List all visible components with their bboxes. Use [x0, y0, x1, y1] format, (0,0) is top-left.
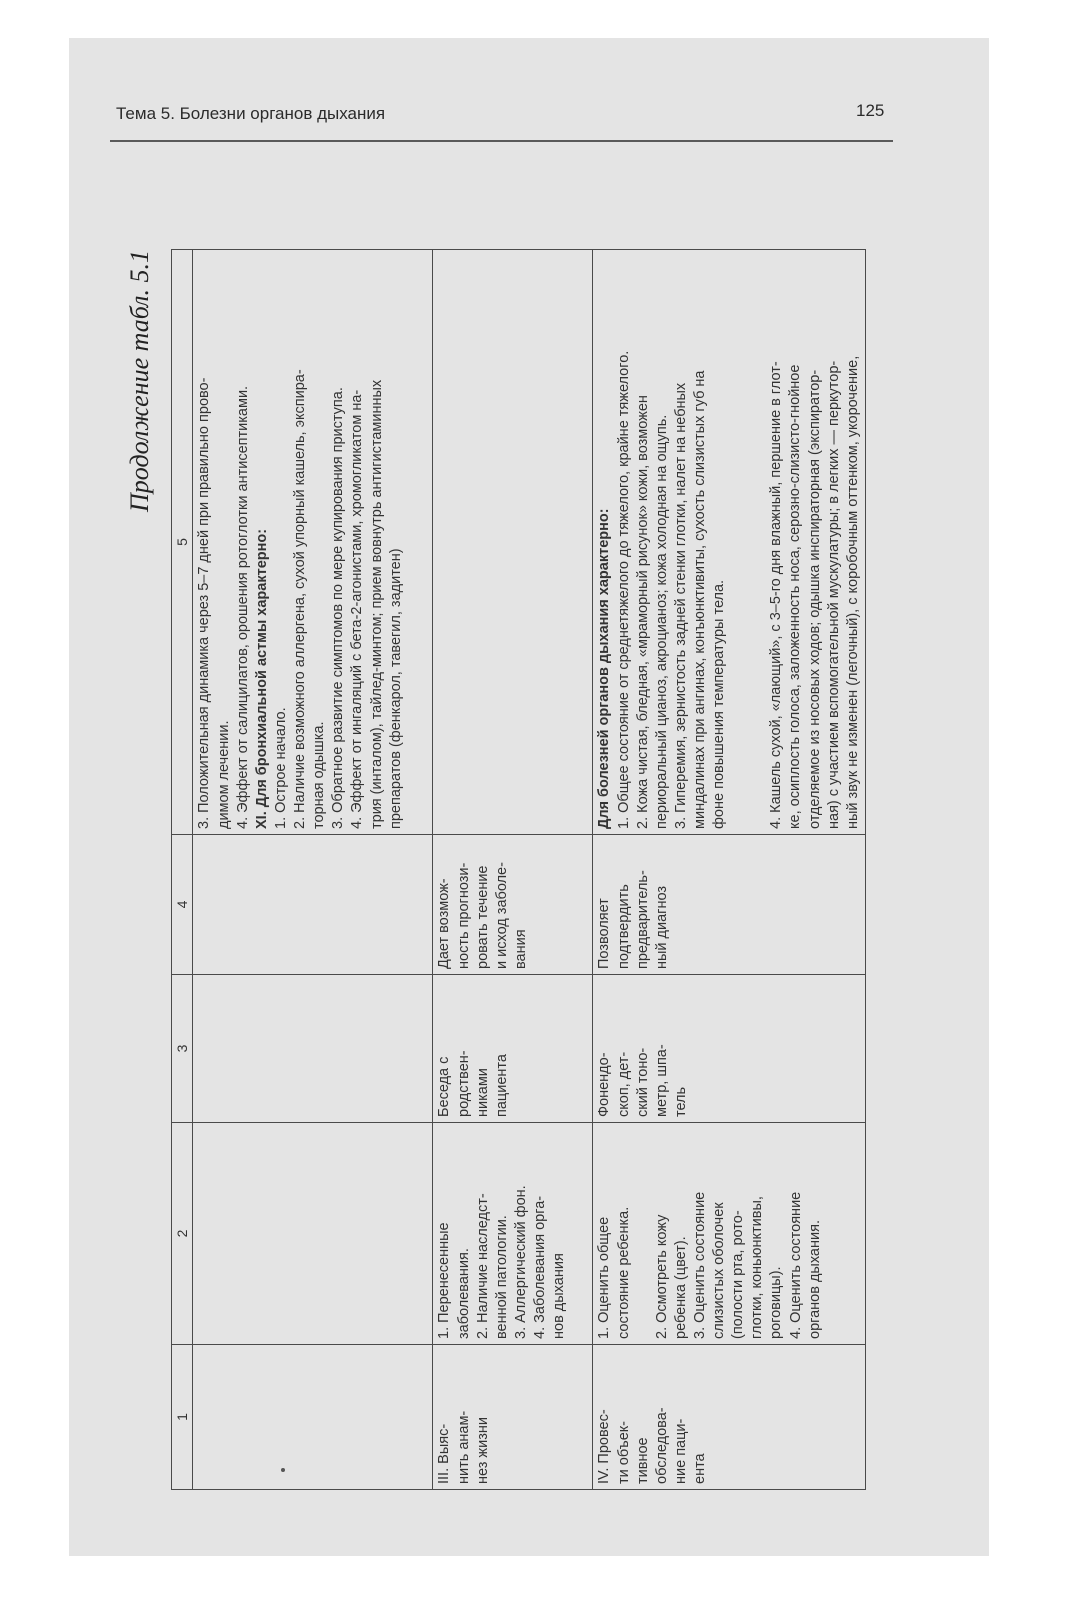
column-number: 4 [172, 835, 193, 975]
cell-text-line: нов дыхания [551, 1253, 568, 1339]
table-caption: Продолжение табл. 5.1 [125, 250, 154, 512]
cell-text-line: 4. Оценить состояние [787, 1191, 804, 1339]
column-number: 5 [172, 250, 193, 835]
cell-text-line: 1. Общее состояние от среднетяжелого до тяжелого, крайне тяжелого. [615, 350, 632, 829]
cell-text-line: 4. Кашель сухой, «лающий», с 3–5-го дня влажный, першение в глот- [768, 361, 785, 829]
cell-text-line: торная одышка. [311, 721, 328, 829]
cell-text-line: венной патологии. [493, 1215, 510, 1339]
cell-text-line: 3. Обратное развитие симптомов по мере купирования приступа. [330, 387, 347, 829]
table-cell-col4 [593, 835, 866, 975]
cell-text-line: глотки, коньюнктивы, [749, 1196, 766, 1339]
table-cell-col4 [433, 835, 593, 975]
cell-text-line: метр, шпа- [653, 1044, 670, 1117]
table-cell-col3 [433, 975, 593, 1123]
cell-text-line: Фонендо- [596, 1052, 613, 1117]
rotated-table-block [115, 250, 875, 1490]
cell-text-line: тивное [634, 1437, 651, 1484]
cell-text-line: Для болезней органов дыхания характерно: [596, 508, 613, 829]
cell-text-line: нез жизни [474, 1417, 491, 1484]
cell-text-line: ребенка (цвет). [672, 1236, 689, 1339]
table-cell-col2 [193, 1123, 433, 1345]
cell-text-line [634, 1128, 653, 1339]
cell-text-line: ента [692, 1453, 709, 1484]
column-number: 1 [172, 1345, 193, 1490]
cell-text-line: ние паци- [672, 1418, 689, 1484]
cell-text-line: отделяемое из носовых ходов; одышка инспираторная (экспиратор- [806, 369, 823, 829]
cell-text-line: тель [672, 1086, 689, 1117]
cell-text-line: органов дыхания. [806, 1220, 823, 1339]
cell-text-line: IV. Провес- [596, 1409, 613, 1484]
cell-text-line: (полости рта, рото- [730, 1210, 747, 1339]
cell-text-line: ный звук не изменен (легочный), с коробочным оттенком, укорочение, [844, 355, 861, 829]
cell-text-line [729, 255, 748, 829]
cell-text-line: XI. Для бронхиальной астмы характерно: [253, 528, 270, 829]
cell-text-line: III. Выяс- [436, 1423, 453, 1484]
table-row [193, 250, 433, 1490]
cell-text-line: 1. Острое начало. [272, 707, 289, 829]
cell-text-line: 3. Аллергический фон. [512, 1185, 529, 1339]
table-cell-col1 [193, 1345, 433, 1490]
header-rule [110, 140, 893, 142]
cell-text-line: 1. Оценить общее [596, 1216, 613, 1339]
cell-text-line: 4. Заболевания орга- [532, 1195, 549, 1339]
cell-text-line: 2. Кожа чистая, бледная, «мраморный рисунок» кожи, возможен [634, 395, 651, 829]
cell-text-line: ский тоно- [634, 1047, 651, 1117]
cell-text-line: вания [512, 929, 529, 969]
table-cell-col2 [593, 1123, 866, 1345]
cell-text-line: периоральный цианоз, акроцианоз; кожа холодная на ощупь. [653, 414, 670, 829]
table-cell-col3 [193, 975, 433, 1123]
cell-text-line: 4. Эффект от салицилатов, орошения ротоглотки антисептиками. [234, 385, 251, 829]
cell-text-line: состояние ребенка. [615, 1206, 632, 1339]
cell-text-line: обследова- [653, 1407, 670, 1484]
cell-text-line: заболевания. [455, 1248, 472, 1339]
cell-text-line: ровать течение [474, 865, 491, 969]
table-row [433, 250, 593, 1490]
table-cell-col1 [593, 1345, 866, 1490]
cell-text-line: трия (инталом), тайлед-минтом; прием вовнутрь антигистаминных [368, 379, 385, 829]
cell-text-line: ке, осиплость голоса, заложенность носа, серозно-слизисто-гнойное [787, 364, 804, 829]
page-number: 125 [856, 101, 885, 120]
cell-text-line: 1. Перенесенные [436, 1222, 453, 1339]
cell-text-line: слизистых оболочек [711, 1202, 728, 1339]
cell-text-line: никами [474, 1068, 491, 1117]
table-cell-col5 [193, 250, 433, 835]
cell-text-line: нить анам- [455, 1410, 472, 1484]
cell-text-line: 4. Эффект от ингаляций с бета-2-агонистами, хромогликатом на- [349, 389, 366, 829]
column-number-row [172, 250, 193, 1490]
cell-text-line: ный диагноз [653, 885, 670, 969]
table-cell-col5 [593, 250, 866, 835]
data-table [171, 249, 866, 1490]
cell-text-line: ность прогнози- [455, 862, 472, 969]
cell-text-line: 2. Наличие наследст- [474, 1193, 491, 1339]
cell-text-line: 2. Осмотреть кожу [653, 1214, 670, 1339]
cell-text-line: пациента [493, 1054, 510, 1117]
cell-text-line: фоне повышения температуры тела. [711, 579, 728, 829]
cell-text-line: скоп, дет- [615, 1051, 632, 1117]
cell-text-line: родствен- [455, 1050, 472, 1117]
cell-text-line: Беседа с [436, 1056, 453, 1117]
table-row [593, 250, 866, 1490]
cell-text-line: ная) с участием вспомогательной мускулатуры; в легких — перкутор- [825, 360, 842, 829]
running-title: Тема 5. Болезни органов дыхания [116, 104, 386, 123]
cell-text-line: ти объек- [615, 1421, 632, 1484]
table-cell-col5 [433, 250, 593, 835]
table-cell-col3 [593, 975, 866, 1123]
table-cell-col2 [433, 1123, 593, 1345]
cell-text-line: предваритель- [634, 870, 651, 969]
column-number: 2 [172, 1123, 193, 1345]
cell-text-line: 2. Наличие возможного аллергена, сухой упорный кашель, экспира- [292, 369, 309, 829]
table-cell-col1 [433, 1345, 593, 1490]
cell-text-line: Позволяет [596, 898, 613, 969]
cell-text-line: миндалинах при ангинах, конъюнктивиты, сухость слизистых губ на [692, 370, 709, 829]
cell-text-line: подтвердить [615, 884, 632, 969]
table-cell-col4 [193, 835, 433, 975]
cell-text-line: 3. Положительная динамика через 5–7 дней при правильно прово- [196, 377, 213, 829]
column-number: 3 [172, 975, 193, 1123]
cell-text-line: и исход заболе- [493, 862, 510, 969]
cell-text-line [748, 255, 767, 829]
cell-text-line: Дает возмож- [436, 878, 453, 969]
cell-text-line: димом лечении. [215, 720, 232, 829]
cell-text-line: 3. Гиперемия, зернистость задней стенки глотки, налет на небных [672, 382, 689, 829]
cell-text-line: 3. Оценить состояние [691, 1191, 708, 1339]
cell-text-line: препаратов (фенкарол, тавегил, задитен) [387, 548, 404, 829]
cell-text-line: роговицы). [768, 1266, 785, 1339]
